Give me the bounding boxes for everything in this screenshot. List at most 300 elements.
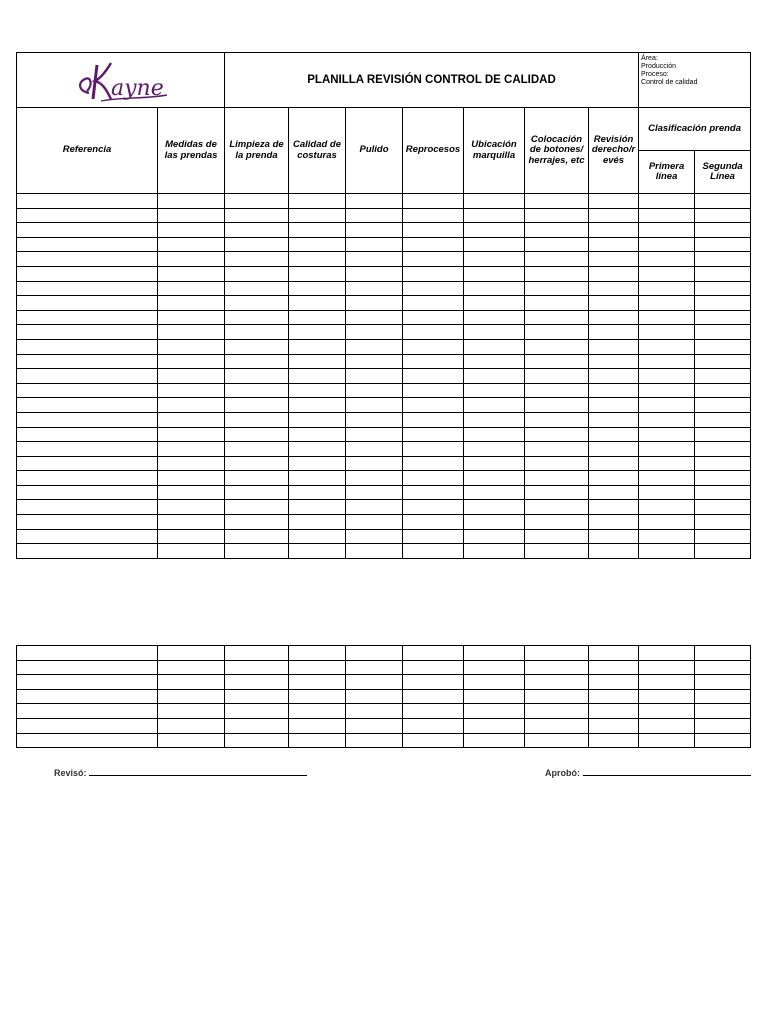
- table-cell[interactable]: [346, 500, 403, 515]
- table-cell[interactable]: [403, 398, 464, 413]
- table-cell[interactable]: [525, 515, 589, 530]
- table-cell[interactable]: [464, 296, 525, 311]
- table-cell[interactable]: [695, 427, 751, 442]
- table-cell[interactable]: [158, 442, 225, 457]
- table-cell[interactable]: [346, 296, 403, 311]
- table-cell[interactable]: [695, 252, 751, 267]
- table-cell[interactable]: [346, 718, 403, 733]
- table-cell[interactable]: [346, 223, 403, 238]
- table-cell[interactable]: [158, 325, 225, 340]
- table-cell[interactable]: [695, 646, 751, 661]
- table-cell[interactable]: [525, 646, 589, 661]
- table-cell[interactable]: [525, 296, 589, 311]
- table-cell[interactable]: [695, 339, 751, 354]
- table-cell[interactable]: [464, 485, 525, 500]
- table-cell[interactable]: [346, 529, 403, 544]
- table-cell[interactable]: [695, 485, 751, 500]
- table-cell[interactable]: [589, 733, 639, 748]
- table-cell[interactable]: [639, 354, 695, 369]
- table-cell[interactable]: [589, 369, 639, 384]
- table-cell[interactable]: [464, 544, 525, 559]
- table-cell[interactable]: [17, 412, 158, 427]
- table-cell[interactable]: [346, 515, 403, 530]
- table-cell[interactable]: [289, 442, 346, 457]
- table-cell[interactable]: [225, 281, 289, 296]
- table-cell[interactable]: [158, 500, 225, 515]
- table-cell[interactable]: [589, 646, 639, 661]
- table-cell[interactable]: [225, 252, 289, 267]
- table-cell[interactable]: [225, 266, 289, 281]
- table-cell[interactable]: [346, 354, 403, 369]
- table-cell[interactable]: [158, 266, 225, 281]
- table-cell[interactable]: [17, 544, 158, 559]
- table-cell[interactable]: [225, 442, 289, 457]
- table-cell[interactable]: [589, 325, 639, 340]
- table-cell[interactable]: [695, 529, 751, 544]
- table-cell[interactable]: [403, 412, 464, 427]
- table-cell[interactable]: [289, 194, 346, 209]
- table-cell[interactable]: [17, 369, 158, 384]
- table-cell[interactable]: [17, 515, 158, 530]
- table-cell[interactable]: [403, 485, 464, 500]
- table-cell[interactable]: [289, 266, 346, 281]
- table-cell[interactable]: [589, 354, 639, 369]
- table-cell[interactable]: [289, 515, 346, 530]
- table-cell[interactable]: [346, 339, 403, 354]
- table-cell[interactable]: [403, 660, 464, 675]
- table-cell[interactable]: [403, 281, 464, 296]
- table-cell[interactable]: [639, 456, 695, 471]
- table-cell[interactable]: [289, 646, 346, 661]
- table-cell[interactable]: [639, 660, 695, 675]
- table-cell[interactable]: [695, 310, 751, 325]
- table-cell[interactable]: [346, 485, 403, 500]
- table-cell[interactable]: [225, 354, 289, 369]
- table-cell[interactable]: [464, 515, 525, 530]
- table-cell[interactable]: [464, 252, 525, 267]
- table-cell[interactable]: [639, 266, 695, 281]
- table-cell[interactable]: [464, 339, 525, 354]
- table-cell[interactable]: [464, 500, 525, 515]
- table-cell[interactable]: [17, 223, 158, 238]
- table-cell[interactable]: [158, 660, 225, 675]
- table-cell[interactable]: [225, 733, 289, 748]
- table-cell[interactable]: [525, 237, 589, 252]
- table-cell[interactable]: [589, 208, 639, 223]
- table-cell[interactable]: [639, 718, 695, 733]
- table-cell[interactable]: [403, 529, 464, 544]
- table-cell[interactable]: [289, 471, 346, 486]
- table-cell[interactable]: [289, 369, 346, 384]
- table-cell[interactable]: [589, 223, 639, 238]
- table-cell[interactable]: [525, 412, 589, 427]
- table-cell[interactable]: [158, 252, 225, 267]
- table-cell[interactable]: [225, 529, 289, 544]
- table-cell[interactable]: [289, 383, 346, 398]
- table-cell[interactable]: [225, 660, 289, 675]
- table-cell[interactable]: [403, 544, 464, 559]
- aprobo-line[interactable]: [583, 766, 751, 776]
- table-cell[interactable]: [464, 660, 525, 675]
- table-cell[interactable]: [639, 485, 695, 500]
- table-cell[interactable]: [158, 456, 225, 471]
- table-cell[interactable]: [225, 427, 289, 442]
- table-cell[interactable]: [639, 427, 695, 442]
- table-cell[interactable]: [525, 427, 589, 442]
- table-cell[interactable]: [346, 675, 403, 690]
- table-cell[interactable]: [346, 733, 403, 748]
- table-cell[interactable]: [17, 194, 158, 209]
- table-cell[interactable]: [695, 398, 751, 413]
- table-cell[interactable]: [289, 718, 346, 733]
- table-cell[interactable]: [17, 339, 158, 354]
- table-cell[interactable]: [225, 485, 289, 500]
- table-cell[interactable]: [289, 281, 346, 296]
- table-cell[interactable]: [464, 354, 525, 369]
- table-cell[interactable]: [225, 208, 289, 223]
- table-cell[interactable]: [225, 704, 289, 719]
- table-cell[interactable]: [464, 383, 525, 398]
- table-cell[interactable]: [158, 296, 225, 311]
- table-cell[interactable]: [289, 427, 346, 442]
- table-cell[interactable]: [464, 266, 525, 281]
- table-cell[interactable]: [464, 237, 525, 252]
- table-cell[interactable]: [525, 325, 589, 340]
- table-cell[interactable]: [464, 398, 525, 413]
- table-cell[interactable]: [639, 325, 695, 340]
- table-cell[interactable]: [17, 281, 158, 296]
- table-cell[interactable]: [464, 208, 525, 223]
- table-cell[interactable]: [403, 194, 464, 209]
- table-cell[interactable]: [639, 208, 695, 223]
- table-cell[interactable]: [289, 500, 346, 515]
- table-cell[interactable]: [158, 646, 225, 661]
- table-cell[interactable]: [589, 500, 639, 515]
- table-cell[interactable]: [464, 689, 525, 704]
- table-cell[interactable]: [289, 485, 346, 500]
- table-cell[interactable]: [589, 471, 639, 486]
- table-cell[interactable]: [289, 223, 346, 238]
- table-cell[interactable]: [403, 369, 464, 384]
- table-cell[interactable]: [589, 529, 639, 544]
- table-cell[interactable]: [695, 325, 751, 340]
- table-cell[interactable]: [695, 544, 751, 559]
- table-cell[interactable]: [464, 733, 525, 748]
- table-cell[interactable]: [158, 515, 225, 530]
- table-cell[interactable]: [525, 704, 589, 719]
- table-cell[interactable]: [525, 456, 589, 471]
- table-cell[interactable]: [589, 456, 639, 471]
- table-cell[interactable]: [158, 369, 225, 384]
- table-cell[interactable]: [346, 237, 403, 252]
- table-cell[interactable]: [464, 194, 525, 209]
- table-cell[interactable]: [158, 471, 225, 486]
- table-cell[interactable]: [464, 704, 525, 719]
- table-cell[interactable]: [589, 718, 639, 733]
- table-cell[interactable]: [695, 471, 751, 486]
- table-cell[interactable]: [289, 325, 346, 340]
- table-cell[interactable]: [17, 733, 158, 748]
- table-cell[interactable]: [158, 529, 225, 544]
- table-cell[interactable]: [225, 194, 289, 209]
- table-cell[interactable]: [525, 310, 589, 325]
- table-cell[interactable]: [525, 718, 589, 733]
- table-cell[interactable]: [17, 296, 158, 311]
- table-cell[interactable]: [17, 310, 158, 325]
- table-cell[interactable]: [17, 529, 158, 544]
- table-cell[interactable]: [403, 223, 464, 238]
- table-cell[interactable]: [17, 354, 158, 369]
- table-cell[interactable]: [695, 733, 751, 748]
- table-cell[interactable]: [17, 456, 158, 471]
- table-cell[interactable]: [17, 500, 158, 515]
- table-cell[interactable]: [464, 675, 525, 690]
- table-cell[interactable]: [639, 194, 695, 209]
- table-cell[interactable]: [158, 733, 225, 748]
- table-cell[interactable]: [695, 660, 751, 675]
- table-cell[interactable]: [225, 339, 289, 354]
- table-cell[interactable]: [589, 689, 639, 704]
- table-cell[interactable]: [346, 646, 403, 661]
- table-cell[interactable]: [403, 456, 464, 471]
- table-cell[interactable]: [17, 266, 158, 281]
- table-cell[interactable]: [639, 544, 695, 559]
- table-cell[interactable]: [289, 675, 346, 690]
- table-cell[interactable]: [158, 718, 225, 733]
- table-cell[interactable]: [695, 223, 751, 238]
- table-cell[interactable]: [289, 412, 346, 427]
- table-cell[interactable]: [589, 485, 639, 500]
- table-cell[interactable]: [589, 427, 639, 442]
- table-cell[interactable]: [525, 194, 589, 209]
- table-cell[interactable]: [346, 544, 403, 559]
- table-cell[interactable]: [158, 223, 225, 238]
- table-cell[interactable]: [158, 398, 225, 413]
- table-cell[interactable]: [289, 529, 346, 544]
- table-cell[interactable]: [639, 675, 695, 690]
- table-cell[interactable]: [639, 442, 695, 457]
- table-cell[interactable]: [17, 427, 158, 442]
- table-cell[interactable]: [589, 704, 639, 719]
- table-cell[interactable]: [589, 194, 639, 209]
- table-cell[interactable]: [158, 704, 225, 719]
- table-cell[interactable]: [225, 515, 289, 530]
- table-cell[interactable]: [346, 471, 403, 486]
- reviso-line[interactable]: [89, 766, 307, 776]
- table-cell[interactable]: [346, 310, 403, 325]
- table-cell[interactable]: [589, 237, 639, 252]
- table-cell[interactable]: [695, 281, 751, 296]
- table-cell[interactable]: [289, 704, 346, 719]
- table-cell[interactable]: [695, 354, 751, 369]
- table-cell[interactable]: [695, 689, 751, 704]
- table-cell[interactable]: [589, 296, 639, 311]
- table-cell[interactable]: [17, 208, 158, 223]
- table-cell[interactable]: [639, 223, 695, 238]
- table-cell[interactable]: [525, 485, 589, 500]
- table-cell[interactable]: [639, 281, 695, 296]
- table-cell[interactable]: [225, 369, 289, 384]
- table-cell[interactable]: [158, 383, 225, 398]
- table-cell[interactable]: [525, 354, 589, 369]
- table-cell[interactable]: [695, 266, 751, 281]
- table-cell[interactable]: [17, 704, 158, 719]
- table-cell[interactable]: [225, 383, 289, 398]
- table-cell[interactable]: [639, 383, 695, 398]
- table-cell[interactable]: [589, 515, 639, 530]
- table-cell[interactable]: [225, 412, 289, 427]
- table-cell[interactable]: [639, 369, 695, 384]
- table-cell[interactable]: [695, 296, 751, 311]
- table-cell[interactable]: [225, 675, 289, 690]
- table-cell[interactable]: [639, 471, 695, 486]
- table-cell[interactable]: [639, 646, 695, 661]
- table-cell[interactable]: [403, 383, 464, 398]
- table-cell[interactable]: [695, 383, 751, 398]
- table-cell[interactable]: [525, 383, 589, 398]
- table-cell[interactable]: [525, 223, 589, 238]
- table-cell[interactable]: [589, 266, 639, 281]
- table-cell[interactable]: [17, 383, 158, 398]
- table-cell[interactable]: [289, 544, 346, 559]
- table-cell[interactable]: [17, 646, 158, 661]
- table-cell[interactable]: [464, 325, 525, 340]
- table-cell[interactable]: [464, 471, 525, 486]
- table-cell[interactable]: [464, 646, 525, 661]
- table-cell[interactable]: [158, 310, 225, 325]
- table-cell[interactable]: [346, 325, 403, 340]
- table-cell[interactable]: [346, 281, 403, 296]
- table-cell[interactable]: [346, 369, 403, 384]
- table-cell[interactable]: [639, 704, 695, 719]
- table-cell[interactable]: [289, 689, 346, 704]
- table-cell[interactable]: [525, 500, 589, 515]
- table-cell[interactable]: [525, 733, 589, 748]
- table-cell[interactable]: [525, 675, 589, 690]
- table-cell[interactable]: [289, 208, 346, 223]
- table-cell[interactable]: [464, 718, 525, 733]
- table-cell[interactable]: [695, 704, 751, 719]
- table-cell[interactable]: [589, 310, 639, 325]
- table-cell[interactable]: [639, 339, 695, 354]
- table-cell[interactable]: [525, 369, 589, 384]
- table-cell[interactable]: [289, 310, 346, 325]
- table-cell[interactable]: [225, 646, 289, 661]
- table-cell[interactable]: [464, 442, 525, 457]
- table-cell[interactable]: [639, 529, 695, 544]
- table-cell[interactable]: [17, 325, 158, 340]
- table-cell[interactable]: [695, 515, 751, 530]
- table-cell[interactable]: [403, 500, 464, 515]
- table-cell[interactable]: [525, 252, 589, 267]
- table-cell[interactable]: [589, 675, 639, 690]
- table-cell[interactable]: [589, 281, 639, 296]
- table-cell[interactable]: [289, 296, 346, 311]
- table-cell[interactable]: [225, 718, 289, 733]
- table-cell[interactable]: [639, 412, 695, 427]
- table-cell[interactable]: [403, 442, 464, 457]
- table-cell[interactable]: [695, 500, 751, 515]
- table-cell[interactable]: [17, 398, 158, 413]
- table-cell[interactable]: [346, 194, 403, 209]
- table-cell[interactable]: [17, 252, 158, 267]
- table-cell[interactable]: [403, 310, 464, 325]
- table-cell[interactable]: [346, 704, 403, 719]
- table-cell[interactable]: [589, 442, 639, 457]
- table-cell[interactable]: [346, 266, 403, 281]
- table-cell[interactable]: [158, 281, 225, 296]
- table-cell[interactable]: [695, 442, 751, 457]
- table-cell[interactable]: [589, 660, 639, 675]
- table-cell[interactable]: [17, 675, 158, 690]
- table-cell[interactable]: [403, 675, 464, 690]
- table-cell[interactable]: [17, 485, 158, 500]
- table-cell[interactable]: [158, 544, 225, 559]
- table-cell[interactable]: [695, 675, 751, 690]
- table-cell[interactable]: [346, 398, 403, 413]
- table-cell[interactable]: [589, 544, 639, 559]
- table-cell[interactable]: [158, 194, 225, 209]
- table-cell[interactable]: [525, 398, 589, 413]
- table-cell[interactable]: [158, 237, 225, 252]
- table-cell[interactable]: [403, 733, 464, 748]
- table-cell[interactable]: [225, 223, 289, 238]
- table-cell[interactable]: [525, 471, 589, 486]
- table-cell[interactable]: [158, 427, 225, 442]
- table-cell[interactable]: [17, 442, 158, 457]
- table-cell[interactable]: [464, 529, 525, 544]
- table-cell[interactable]: [289, 237, 346, 252]
- table-cell[interactable]: [17, 718, 158, 733]
- table-cell[interactable]: [17, 471, 158, 486]
- table-cell[interactable]: [225, 325, 289, 340]
- table-cell[interactable]: [403, 339, 464, 354]
- table-cell[interactable]: [464, 456, 525, 471]
- table-cell[interactable]: [225, 500, 289, 515]
- table-cell[interactable]: [346, 456, 403, 471]
- table-cell[interactable]: [464, 427, 525, 442]
- table-cell[interactable]: [289, 660, 346, 675]
- table-cell[interactable]: [464, 310, 525, 325]
- table-cell[interactable]: [639, 689, 695, 704]
- table-cell[interactable]: [695, 369, 751, 384]
- table-cell[interactable]: [525, 529, 589, 544]
- table-cell[interactable]: [695, 718, 751, 733]
- table-cell[interactable]: [403, 208, 464, 223]
- table-cell[interactable]: [525, 544, 589, 559]
- table-cell[interactable]: [525, 689, 589, 704]
- table-cell[interactable]: [225, 471, 289, 486]
- table-cell[interactable]: [589, 252, 639, 267]
- table-cell[interactable]: [639, 252, 695, 267]
- table-cell[interactable]: [17, 660, 158, 675]
- table-cell[interactable]: [639, 310, 695, 325]
- table-cell[interactable]: [346, 442, 403, 457]
- table-cell[interactable]: [639, 500, 695, 515]
- table-cell[interactable]: [695, 194, 751, 209]
- table-cell[interactable]: [403, 354, 464, 369]
- table-cell[interactable]: [158, 208, 225, 223]
- table-cell[interactable]: [525, 660, 589, 675]
- table-cell[interactable]: [289, 733, 346, 748]
- table-cell[interactable]: [225, 456, 289, 471]
- table-cell[interactable]: [639, 398, 695, 413]
- table-cell[interactable]: [158, 339, 225, 354]
- table-cell[interactable]: [695, 456, 751, 471]
- table-cell[interactable]: [346, 383, 403, 398]
- table-cell[interactable]: [589, 339, 639, 354]
- table-cell[interactable]: [346, 208, 403, 223]
